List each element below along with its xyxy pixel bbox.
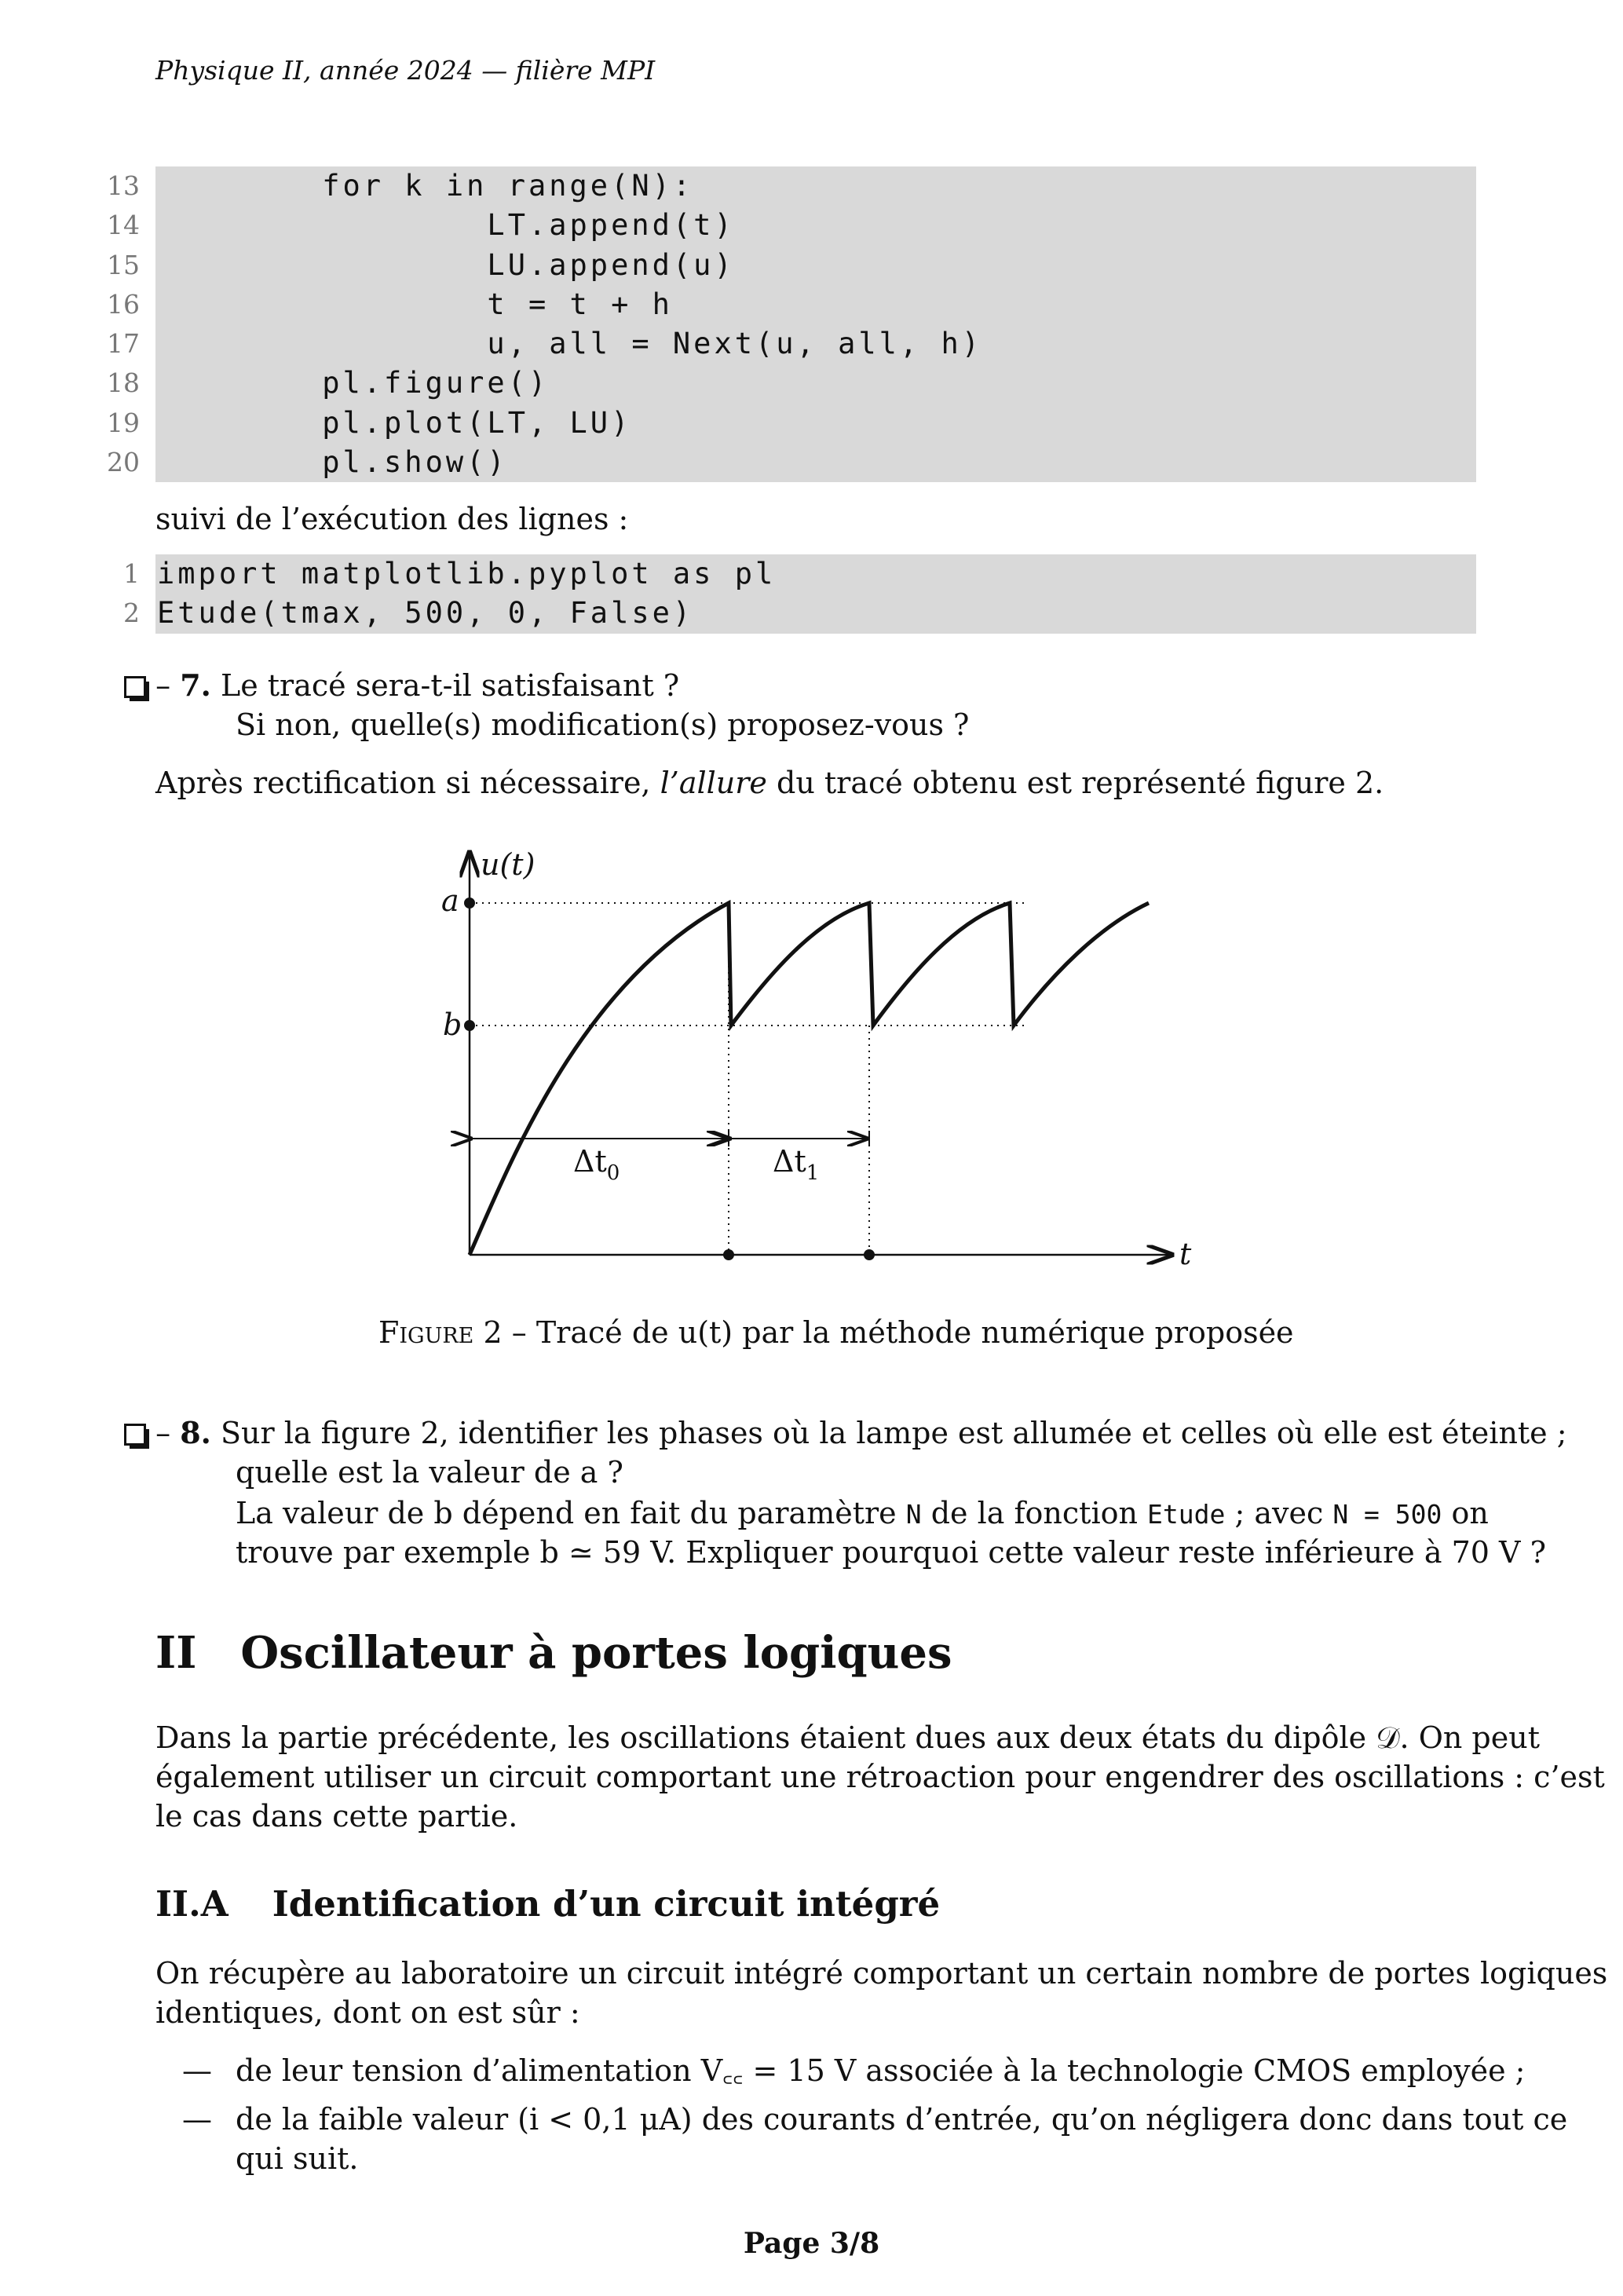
section-title: Oscillateur à portes logiques xyxy=(240,1627,952,1679)
running-header: Physique II, année 2024 — filière MPI xyxy=(155,55,656,86)
question-box-icon xyxy=(124,1424,146,1446)
code-text: LT.append(t) xyxy=(157,208,735,243)
code-text: import matplotlib.pyplot as pl xyxy=(157,557,777,590)
bullet-text: de leur tension d’alimentation V꜀꜀ = 15 V associée à la technologie CMOS employée ; xyxy=(236,2053,1526,2088)
q8-code: N xyxy=(905,1499,922,1530)
line-number: 20 xyxy=(107,447,140,478)
bullet-text xyxy=(236,2100,1567,2178)
line-number: 14 xyxy=(107,210,140,241)
paragraph-line: On récupère au laboratoire un circuit intégré comportant un certain nombre de portes logiques xyxy=(155,1956,1608,1991)
q8-text: La valeur de b dépend en fait du paramètre xyxy=(236,1496,906,1530)
label-a: a xyxy=(441,883,459,918)
point-b-dot xyxy=(464,1020,475,1031)
question-number: 7 xyxy=(180,667,201,703)
section-heading xyxy=(155,1627,952,1679)
after-q7-emph: l’allure xyxy=(660,766,767,800)
question-number: 8 xyxy=(180,1415,201,1450)
code-text: pl.figure() xyxy=(157,366,550,400)
question-8-line2: quelle est la valeur de a ? xyxy=(236,1455,623,1490)
question-8: – 8. Sur la figure 2, identifier les phases où la lampe est allumée et celles où elle est éteinte ; xyxy=(124,1413,1567,1453)
q8-text: de la fonction xyxy=(921,1496,1148,1530)
line-number: 2 xyxy=(123,598,140,629)
caption-text: – Tracé de u(t) par la méthode numérique proposée xyxy=(502,1315,1294,1350)
question-7-line2: Si non, quelle(s) modification(s) proposez-vous ? xyxy=(236,707,970,742)
q8-text: ; avec xyxy=(1225,1496,1333,1530)
subsection-number: II.A xyxy=(155,1883,228,1925)
label-b: b xyxy=(443,1007,462,1042)
code-text: LU.append(u) xyxy=(157,247,735,282)
paragraph-line: Dans la partie précédente, les oscillations étaient dues aux deux états du dipôle 𝒟. On peut xyxy=(155,1720,1540,1755)
subsection-title: Identification d’un circuit intégré xyxy=(272,1883,941,1925)
after-q7-text: Après rectification si nécessaire, xyxy=(155,766,660,800)
subsection-heading xyxy=(155,1883,940,1925)
bullet-dash: — xyxy=(182,2102,212,2137)
u-t-curve xyxy=(470,903,1149,1255)
delta-t1-label: $\Delta t_1$ xyxy=(773,1144,820,1185)
question-8-line3 xyxy=(236,1493,1489,1534)
question-7: – 7. Le tracé sera-t-il satisfaisant ? xyxy=(124,666,679,705)
code-text: t = t + h xyxy=(157,287,673,321)
q8-text: on xyxy=(1442,1496,1489,1530)
question-8-line4: trouve par exemple b ≃ 59 V. Expliquer pourquoi cette valeur reste inférieure à 70 V ? xyxy=(236,1535,1546,1570)
y-axis-label: u(t) xyxy=(481,847,536,882)
bullet-line: qui suit. xyxy=(236,2141,359,2176)
bullet-item xyxy=(182,2051,1526,2090)
after-q7-text: du tracé obtenu est représenté figure 2. xyxy=(766,766,1384,800)
delta-t0-label: $\Delta t_0$ xyxy=(573,1144,620,1185)
t-axis-dot xyxy=(864,1249,875,1260)
paragraph-line: également utiliser un circuit comportant une rétroaction pour engendrer des oscillations : c’est xyxy=(155,1760,1605,1794)
line-number: 15 xyxy=(107,249,140,280)
point-a-dot xyxy=(464,898,475,909)
code-text: Etude(tmax, 500, 0, False) xyxy=(157,596,694,631)
bullet-item xyxy=(182,2100,212,2139)
code-text: for k in range(N): xyxy=(157,169,694,203)
question-7-line1: Le tracé sera-t-il satisfaisant ? xyxy=(220,668,680,703)
intro-line: suivi de l’exécution des lignes : xyxy=(155,502,629,536)
line-number: 16 xyxy=(107,288,140,320)
section-number: II xyxy=(155,1627,197,1679)
page-footer: Page 3/8 xyxy=(743,2227,880,2260)
question-8-line1: Sur la figure 2, identifier les phases où la lampe est allumée et celles où elle est éteinte ; xyxy=(220,1416,1567,1450)
figure-caption xyxy=(378,1315,1294,1350)
section-paragraph xyxy=(155,1718,1605,1836)
line-number: 1 xyxy=(123,558,140,589)
line-number: 13 xyxy=(107,170,140,201)
subsection-paragraph xyxy=(155,1954,1607,2032)
paragraph-line: le cas dans cette partie. xyxy=(155,1799,518,1834)
x-axis-label: t xyxy=(1179,1237,1192,1271)
line-number: 18 xyxy=(107,367,140,399)
caption-prefix: Figure 2 xyxy=(378,1315,503,1350)
code-text: pl.show() xyxy=(157,445,508,480)
bullet-line: de la faible valeur (i < 0,1 μA) des courants d’entrée, qu’on négligera donc dans tout ce xyxy=(236,2102,1568,2137)
code-text: pl.plot(LT, LU) xyxy=(157,405,632,440)
line-number: 17 xyxy=(107,328,140,360)
q8-code: N = 500 xyxy=(1332,1499,1442,1530)
bullet-dash: — xyxy=(182,2053,212,2088)
q8-code: Etude xyxy=(1147,1499,1226,1530)
line-number: 19 xyxy=(107,407,140,438)
code-text: u, all = Next(u, all, h) xyxy=(157,327,983,361)
t-axis-dot xyxy=(723,1249,734,1260)
paragraph-line: identiques, dont on est sûr : xyxy=(155,1995,580,2030)
